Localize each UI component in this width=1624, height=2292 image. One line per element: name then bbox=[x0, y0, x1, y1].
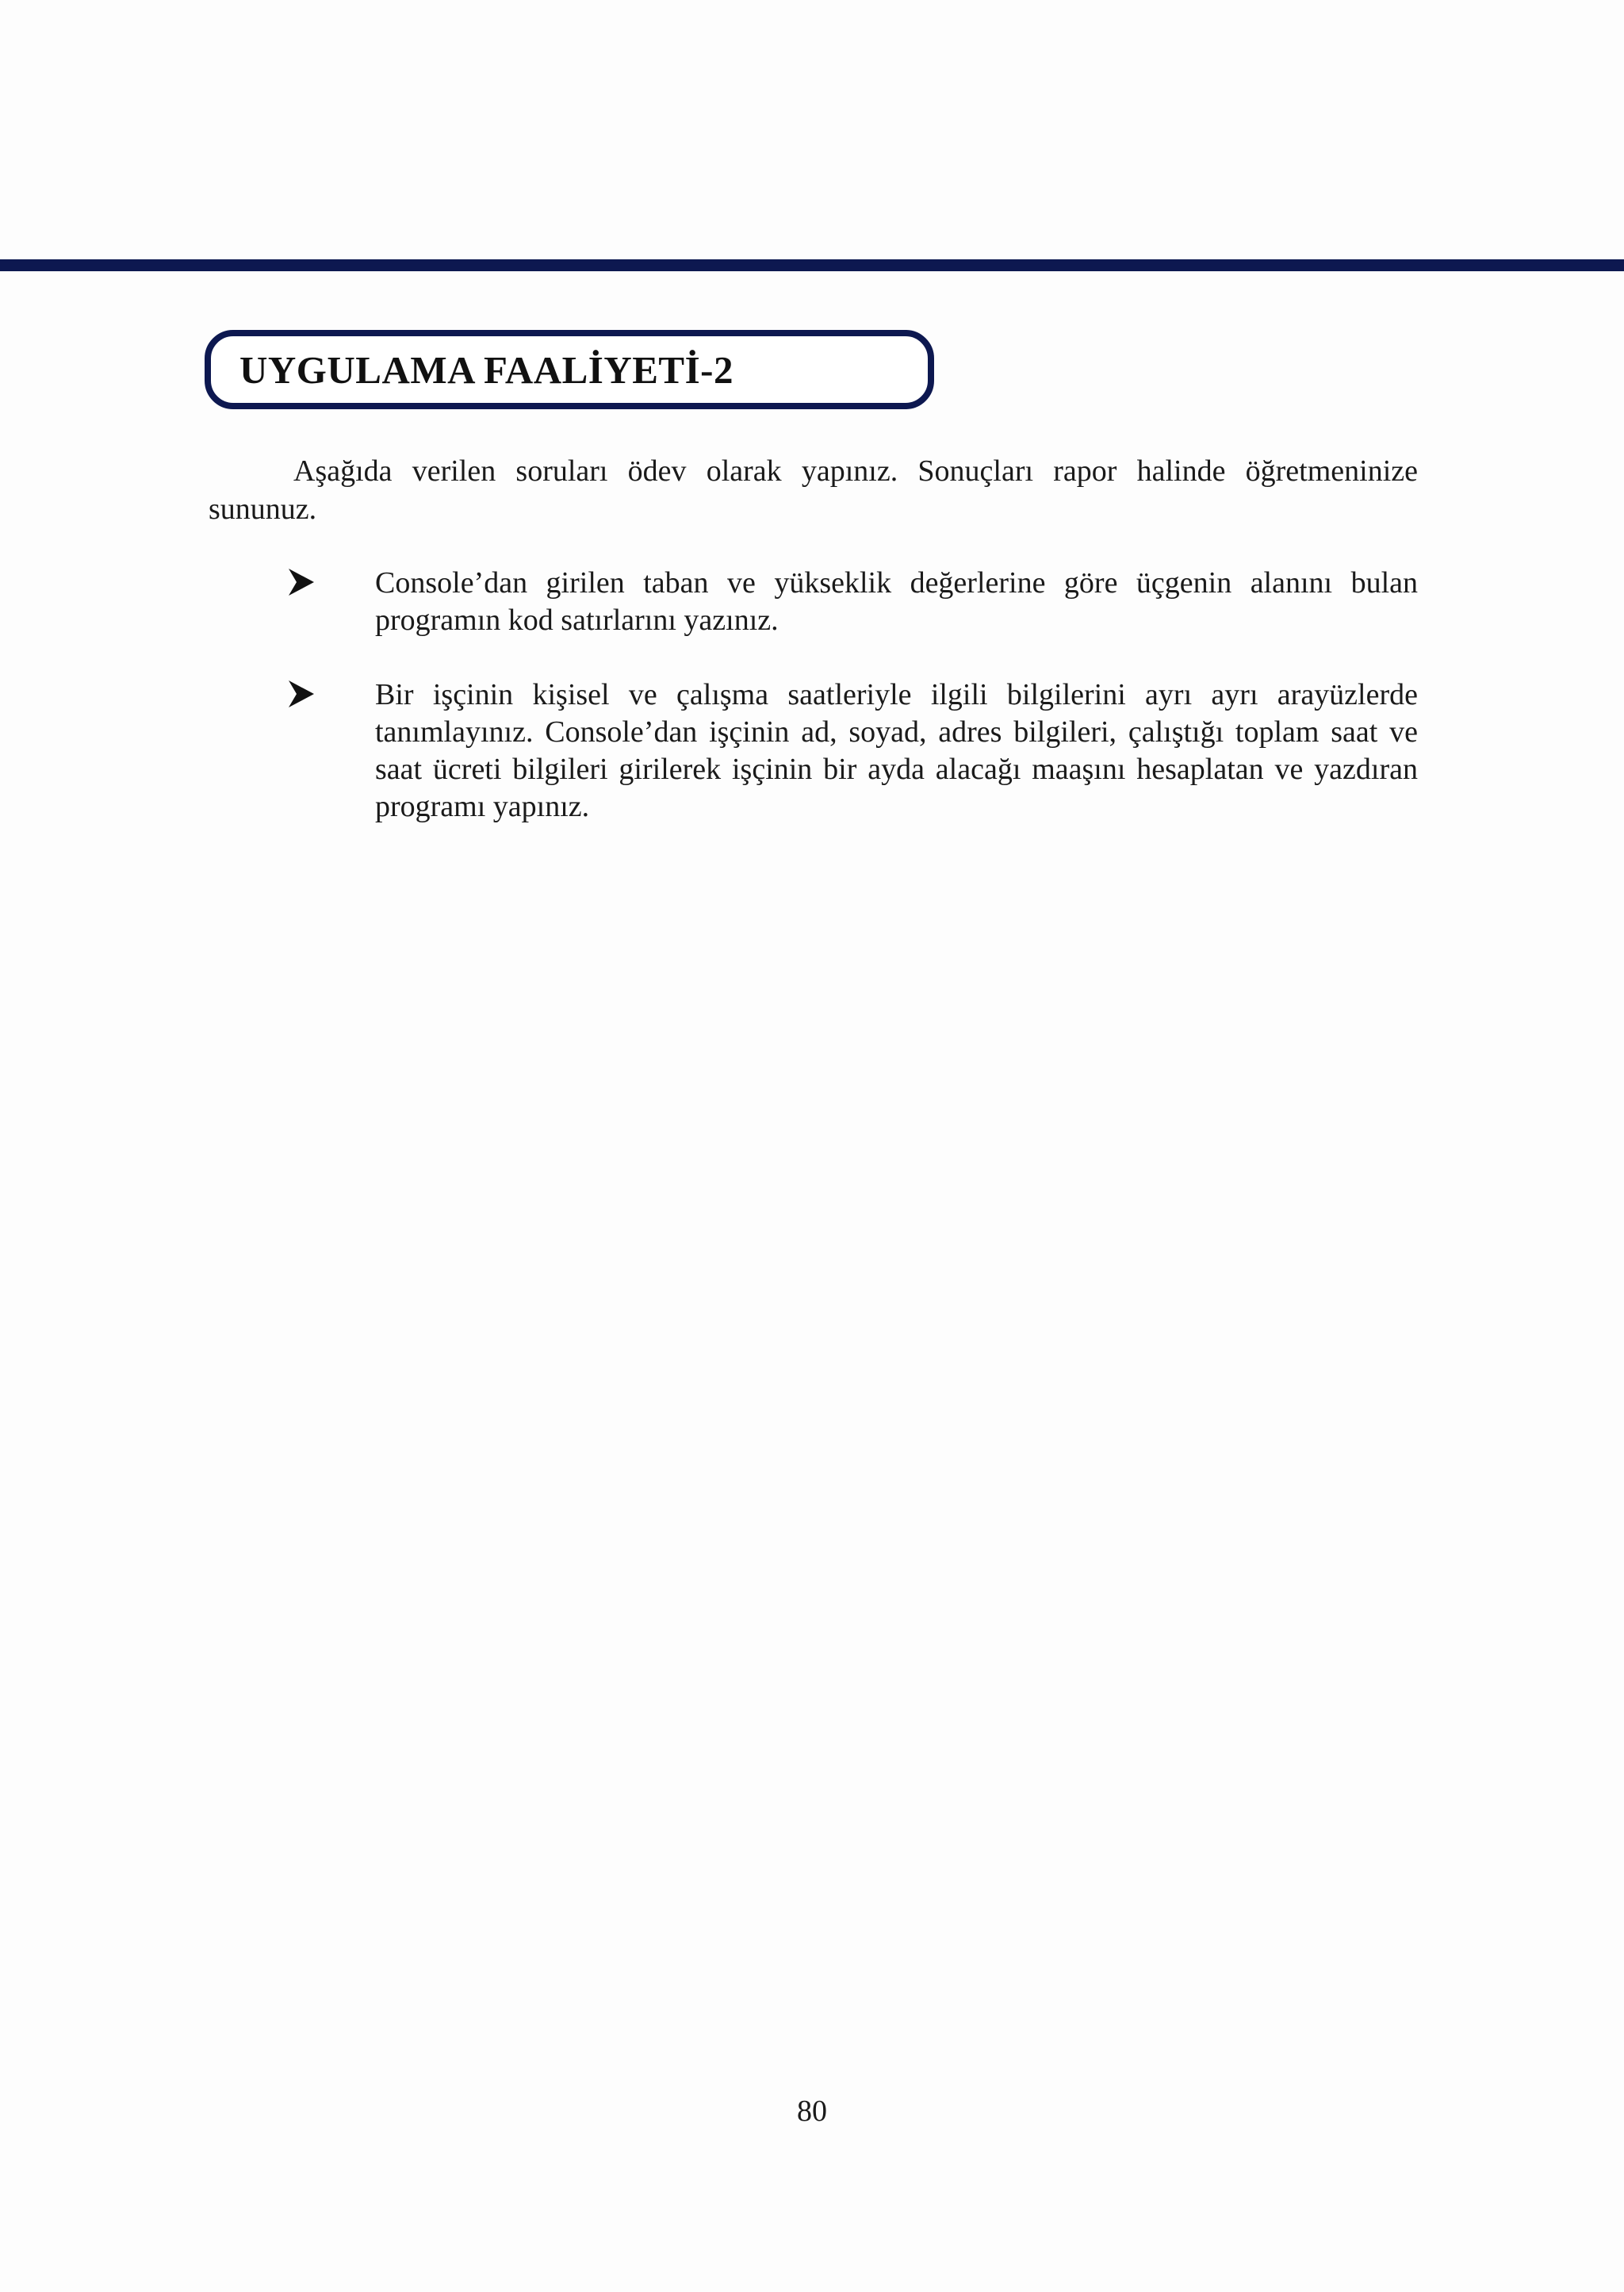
arrowhead-bullet-icon bbox=[288, 680, 315, 708]
activity-title: UYGULAMA FAALİYETİ-2 bbox=[239, 347, 733, 392]
header-rule bbox=[0, 259, 1624, 271]
task-text: Bir işçinin kişisel ve çalışma saatleriyle ilgili bilgilerini ayrı ayrı arayüzlerde tanımlayınız. Console’dan işçinin ad, soyad, adres bilgileri, çalıştığı toplam saat ve saat ücreti bilgileri girilerek işçinin bir ayda alacağı maaşını hesaplatan ve yazdıran programı yapınız. bbox=[375, 678, 1418, 823]
task-item bbox=[288, 676, 1418, 826]
task-item bbox=[288, 565, 1418, 639]
activity-title-box bbox=[205, 330, 934, 409]
intro-paragraph: Aşağıda verilen soruları ödev olarak yapınız. Sonuçları rapor halinde öğretmeninize sununuz. bbox=[209, 454, 1418, 526]
task-text: Console’dan girilen taban ve yükseklik değerlerine göre üçgenin alanını bulan programın kod satırlarını yazınız. bbox=[375, 566, 1418, 637]
arrowhead-bullet-icon bbox=[288, 568, 315, 596]
page-number: 80 bbox=[797, 2095, 827, 2128]
